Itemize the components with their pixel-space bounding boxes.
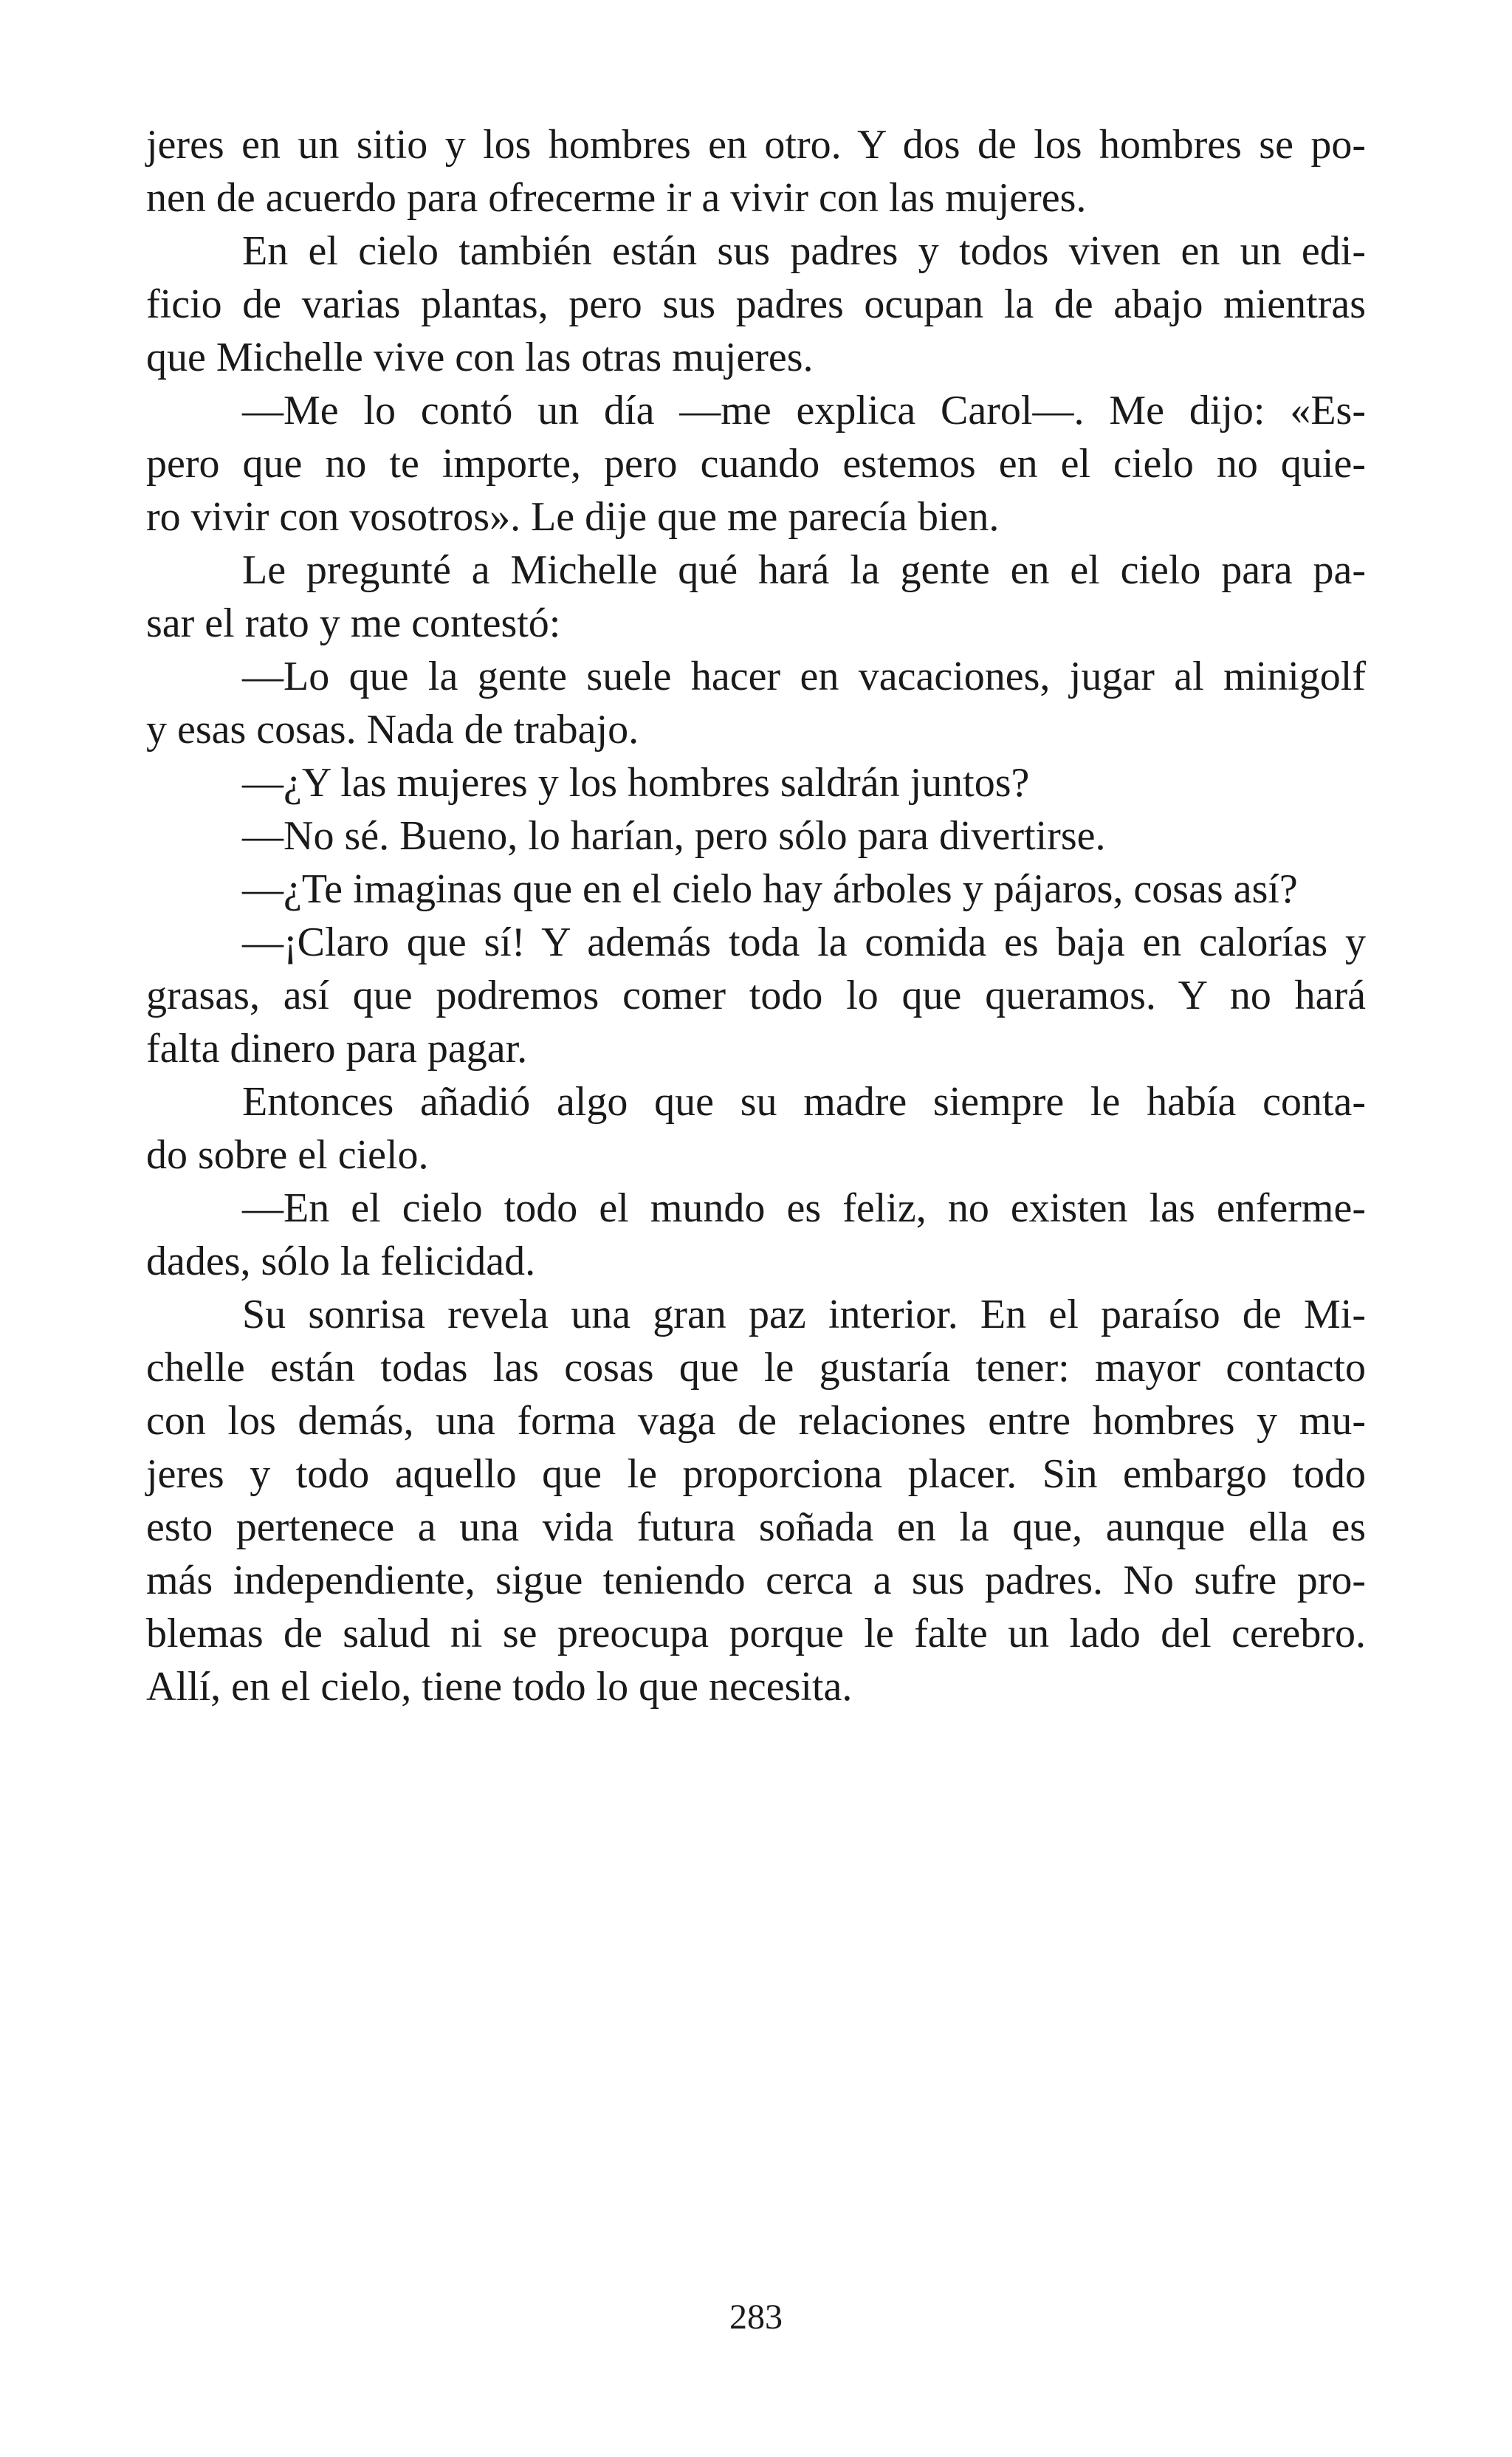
text-line: blemas de salud ni se preocupa porque le falte un lado del cerebro. — [146, 1611, 1366, 1656]
text-line: —En el cielo todo el mundo es feliz, no existen las enferme- — [242, 1185, 1366, 1231]
text-line: Entonces añadió algo que su madre siempre le había conta- — [242, 1079, 1366, 1125]
text-line: jeres en un sitio y los hombres en otro. Y dos de los hombres se po- — [146, 122, 1366, 168]
text-line: Allí, en el cielo, tiene todo lo que necesita. — [146, 1664, 853, 1710]
text-line: nen de acuerdo para ofrecerme ir a vivir con las mujeres. — [146, 175, 1087, 221]
page-number: 283 — [729, 2297, 783, 2337]
text-line: con los demás, una forma vaga de relaciones entre hombres y mu- — [146, 1398, 1366, 1444]
text-line: y esas cosas. Nada de trabajo. — [146, 707, 639, 753]
text-line: Le pregunté a Michelle qué hará la gente en el cielo para pa- — [242, 547, 1366, 593]
text-line: —¿Y las mujeres y los hombres saldrán juntos? — [242, 760, 1030, 806]
text-line: más independiente, sigue teniendo cerca a sus padres. No sufre pro- — [146, 1558, 1366, 1603]
text-line: ficio de varias plantas, pero sus padres ocupan la de abajo mientras — [146, 281, 1366, 327]
body-text — [146, 118, 1366, 1713]
text-line: pero que no te importe, pero cuando estemos en el cielo no quie- — [146, 441, 1366, 487]
text-line: chelle están todas las cosas que le gustaría tener: mayor contacto — [146, 1345, 1366, 1391]
text-line: —Lo que la gente suele hacer en vacaciones, jugar al minigolf — [242, 654, 1366, 699]
text-line: grasas, así que podremos comer todo lo que queramos. Y no hará — [146, 973, 1366, 1018]
text-line: dades, sólo la felicidad. — [146, 1238, 536, 1284]
text-line: sar el rato y me contestó: — [146, 600, 561, 646]
text-line: que Michelle vive con las otras mujeres. — [146, 335, 814, 380]
text-line: —No sé. Bueno, lo harían, pero sólo para divertirse. — [242, 813, 1106, 859]
text-line: En el cielo también están sus padres y todos viven en un edi- — [242, 228, 1366, 274]
text-line: —Me lo contó un día —me explica Carol—. Me dijo: «Es- — [242, 388, 1366, 434]
text-line: falta dinero para pagar. — [146, 1026, 528, 1072]
text-line: jeres y todo aquello que le proporciona placer. Sin embargo todo — [146, 1451, 1366, 1497]
text-line: —¡Claro que sí! Y además toda la comida es baja en calorías y — [242, 919, 1366, 965]
text-line: —¿Te imaginas que en el cielo hay árboles y pájaros, cosas así? — [242, 866, 1298, 912]
text-line: ro vivir con vosotros». Le dije que me parecía bien. — [146, 494, 1000, 540]
text-line: esto pertenece a una vida futura soñada en la que, aunque ella es — [146, 1504, 1366, 1550]
text-line: do sobre el cielo. — [146, 1132, 429, 1178]
text-line: Su sonrisa revela una gran paz interior. En el paraíso de Mi- — [242, 1292, 1366, 1337]
